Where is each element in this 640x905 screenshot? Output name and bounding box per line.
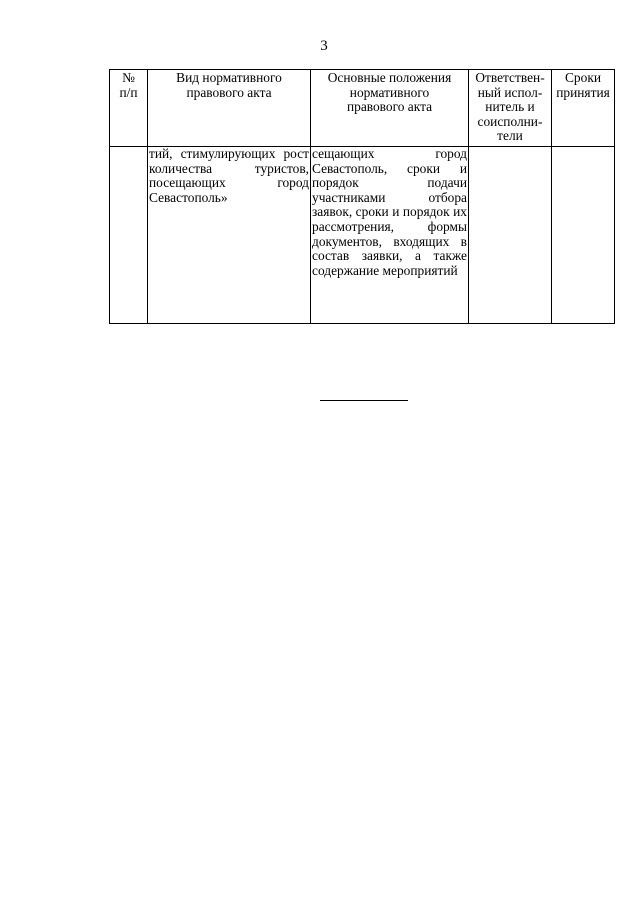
header-responsible: Ответствен- ный испол- нитель и соисполни- тели xyxy=(469,70,552,147)
cell-deadline xyxy=(552,146,615,323)
legal-acts-table xyxy=(109,69,615,324)
page-number: 3 xyxy=(320,38,328,54)
header-number: № п/п xyxy=(110,70,148,147)
cell-provisions: сещающих город Севастополь, сроки и порядок подачи участниками отбора заявок, сроки и порядок их рассмотрения, формы документов, входящих в состав заявки, а также содержание мероприятий xyxy=(311,146,469,323)
cell-number xyxy=(110,146,148,323)
header-provisions: Основные положения нормативного правового акта xyxy=(311,70,469,147)
header-act-type: Вид нормативного правового акта xyxy=(148,70,311,147)
cell-responsible xyxy=(469,146,552,323)
header-deadline: Сроки принятия xyxy=(552,70,615,147)
cell-act-type: тий, стимулирующих рост количества туристов, посещающих город Севастополь» xyxy=(148,146,311,323)
end-of-document-rule xyxy=(320,400,408,401)
table-header-row xyxy=(110,70,615,147)
table-row xyxy=(110,146,615,323)
